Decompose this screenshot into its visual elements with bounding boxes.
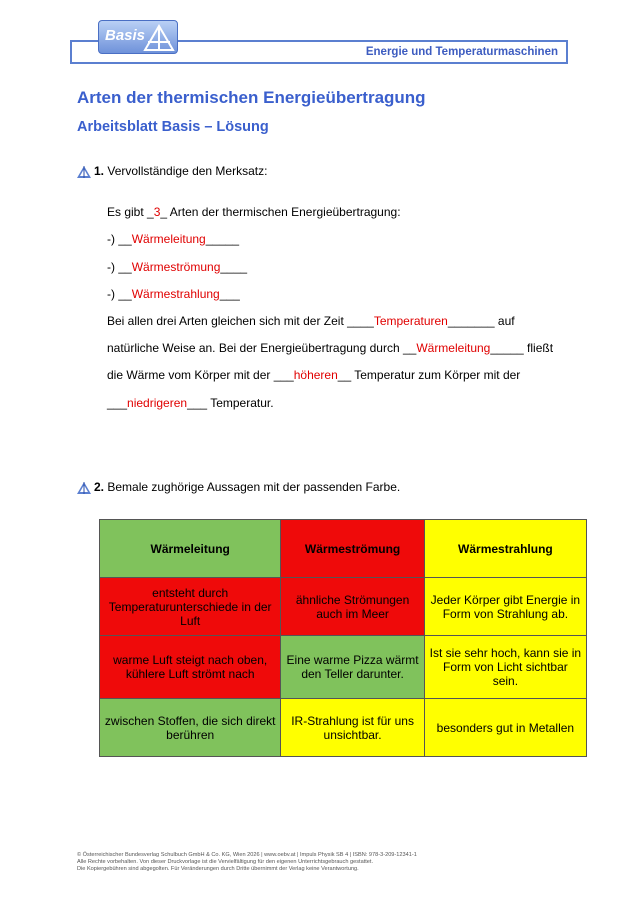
task-2-number: 2.: [94, 480, 105, 494]
answer-count: 3: [153, 205, 161, 219]
header-waermeleitung: Wärmeleitung: [100, 520, 281, 578]
table-cell: Ist sie sehr hoch, kann sie in Form von Licht sichtbar sein.: [424, 636, 586, 699]
header-waermestrahlung: Wärmestrahlung: [424, 520, 586, 578]
merksatz-line-1: Es gibt _3_ Arten der thermischen Energieübertragung:: [107, 205, 401, 219]
answer-waermestrahlung: Wärmestrahlung: [131, 287, 220, 301]
table-cell: warme Luft steigt nach oben, kühlere Luft strömt nach: [100, 636, 281, 699]
footer-line-2: Alle Rechte vorbehalten. Von dieser Druckvorlage ist die Vervielfältigung für den eigenen Unterrichtsgebrauch gestattet.: [77, 859, 374, 865]
merksatz-line-8: ___niedrigeren___ Temperatur.: [107, 396, 274, 410]
page-title: Arten der thermischen Energieübertragung: [77, 88, 426, 107]
footer: [77, 852, 417, 873]
merksatz-line-7: die Wärme vom Körper mit der ___höheren__ Temperatur zum Körper mit der: [107, 368, 521, 382]
pyramid-icon: [143, 24, 175, 52]
merksatz-line-4: -) __Wärmestrahlung___: [107, 287, 240, 301]
footer-line-3: Die Kopiergebühren sind abgegolten. Für Veränderungen durch Dritte übernimmt der Verlag keine Verantwortung.: [77, 866, 359, 872]
basis-logo: [98, 20, 178, 54]
task-pyramid-icon: [77, 166, 91, 178]
answer-waermestroemung: Wärmeströmung: [131, 260, 221, 274]
answer-temperaturen: Temperaturen: [373, 314, 448, 328]
task-1-number: 1.: [94, 164, 105, 178]
table-cell: ähnliche Strömungen auch im Meer: [281, 578, 424, 636]
color-table: [99, 519, 587, 757]
answer-niedrigeren: niedrigeren: [127, 396, 188, 410]
merksatz-line-5: Bei allen drei Arten gleichen sich mit der Zeit ____Temperaturen_______ auf: [107, 314, 515, 328]
merksatz-line-6: natürliche Weise an. Bei der Energieübertragung durch __Wärmeleitung_____ fließt: [107, 341, 554, 355]
answer-hoeheren: höheren: [293, 368, 338, 382]
table-cell: entsteht durch Temperaturunterschiede in der Luft: [100, 578, 281, 636]
answer-waermeleitung-2: Wärmeleitung: [416, 341, 491, 355]
task-1-instruction: Vervollständige den Merksatz:: [107, 164, 268, 178]
task-pyramid-icon: [77, 482, 91, 494]
table-row: [100, 636, 587, 699]
task-2-instruction: Bemale zughörige Aussagen mit der passenden Farbe.: [107, 480, 401, 494]
header-waermestroemung: Wärmeströmung: [281, 520, 424, 578]
page-subtitle: Arbeitsblatt Basis – Lösung: [77, 119, 269, 135]
footer-line-1: © Österreichischer Bundesverlag Schulbuch GmbH & Co. KG, Wien 2026 | www.oebv.at | Impuls Physik SB 4 | ISBN: 978-3-209-12341-1: [77, 852, 417, 858]
task-1-heading: [77, 164, 267, 178]
header-title: Energie und Temperaturmaschinen: [365, 46, 558, 58]
answer-waermeleitung: Wärmeleitung: [131, 232, 206, 246]
table-row: [100, 699, 587, 757]
logo-text: Basis: [105, 27, 146, 44]
task-2-heading: [77, 480, 400, 494]
table-cell: Jeder Körper gibt Energie in Form von Strahlung ab.: [424, 578, 586, 636]
table-cell: besonders gut in Metallen: [424, 699, 586, 757]
merksatz-line-3: -) __Wärmeströmung____: [107, 260, 248, 274]
table-cell: IR-Strahlung ist für uns unsichtbar.: [281, 699, 424, 757]
table-row: [100, 578, 587, 636]
merksatz-line-2: -) __Wärmeleitung_____: [107, 232, 240, 246]
table-header-row: [100, 520, 587, 578]
table-cell: Eine warme Pizza wärmt den Teller darunter.: [281, 636, 424, 699]
table-cell: zwischen Stoffen, die sich direkt berühren: [100, 699, 281, 757]
